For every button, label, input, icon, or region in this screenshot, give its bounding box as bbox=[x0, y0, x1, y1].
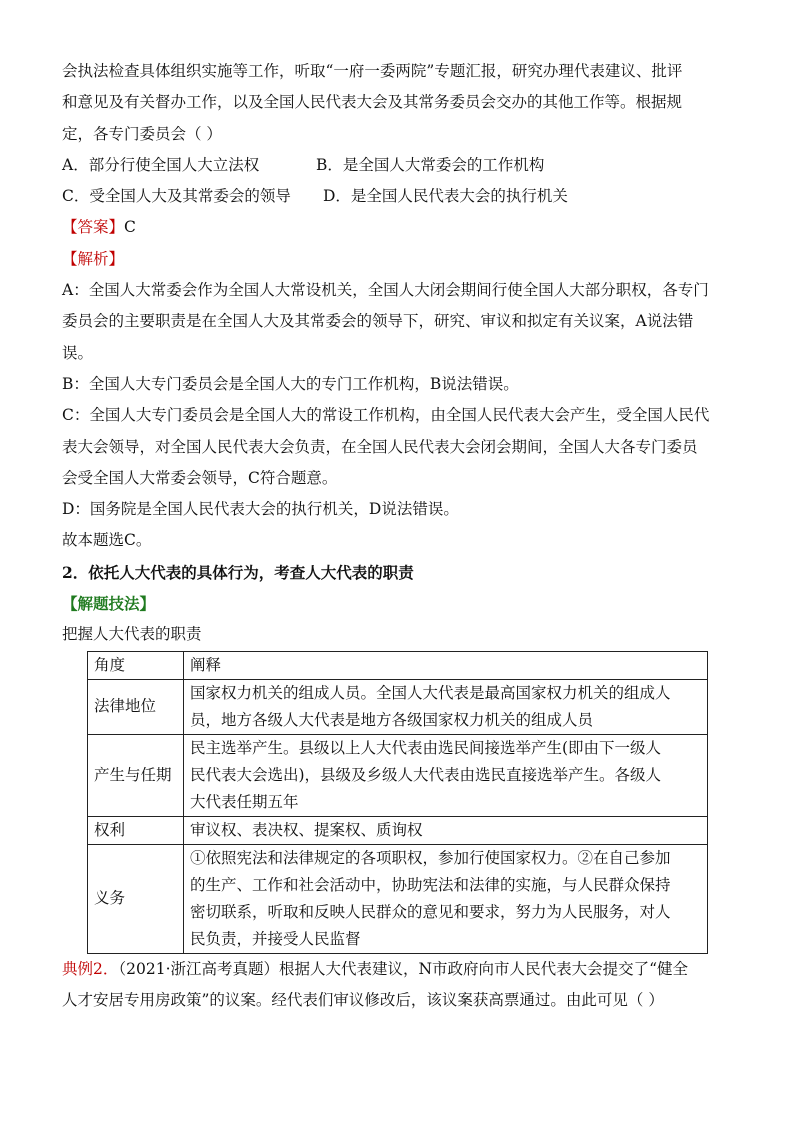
table-header-row bbox=[88, 651, 708, 679]
row-key: 法律地位 bbox=[88, 679, 184, 734]
cell-line: 的生产、工作和社会活动中，协助宪法和法律的实施，与人民群众保持 bbox=[190, 875, 671, 894]
text-line: 误。 bbox=[62, 343, 94, 362]
text-line: A：全国人大常委会作为全国人大常设机关，全国人大闭会期间行使全国人大部分职权，各专门 bbox=[62, 281, 709, 300]
table-header-cell: 角度 bbox=[88, 651, 184, 679]
duties-table bbox=[87, 651, 708, 954]
row-value bbox=[184, 816, 708, 844]
text-line: 会受全国人大常委会领导，C符合题意。 bbox=[62, 468, 338, 487]
options-row bbox=[62, 181, 734, 212]
answer-options bbox=[62, 150, 734, 213]
cell-line: 民负责，并接受人民监督 bbox=[190, 929, 361, 948]
cell-line: 大代表任期五年 bbox=[190, 792, 299, 811]
table-intro: 把握人大代表的职责 bbox=[62, 625, 202, 644]
option-a: A．部分行使全国人大立法权 bbox=[62, 155, 260, 174]
table-row bbox=[88, 734, 708, 816]
cell-line: 民主选举产生。县级以上人大代表由选民间接选举产生(即由下一级人 bbox=[190, 738, 662, 757]
option-c: C．受全国人大及其常委会的领导 bbox=[62, 187, 291, 206]
cell-line: ①依照宪法和法律规定的各项职权，参加行使国家权力。②在自己参加 bbox=[190, 848, 671, 867]
cell-line: 审议权、表决权、提案权、质询权 bbox=[190, 820, 423, 839]
row-value bbox=[184, 734, 708, 816]
answer-line bbox=[62, 212, 734, 243]
text-line bbox=[62, 954, 734, 985]
text-line: 定，各专门委员会（ ） bbox=[62, 124, 222, 143]
row-key: 权利 bbox=[88, 816, 184, 844]
table-header-cell: 阐释 bbox=[184, 651, 708, 679]
tip-label: 【解题技法】 bbox=[62, 594, 156, 614]
text-line: 委员会的主要职责是在全国人大及其常委会的领导下，研究、审议和拟定有关议案，A说法错 bbox=[62, 312, 694, 331]
analysis-label: 【解析】 bbox=[62, 249, 125, 268]
answer-label: 【答案】 bbox=[62, 218, 125, 237]
cell-line: 密切联系，听取和反映人民群众的意见和要求，努力为人民服务，对人 bbox=[190, 902, 671, 921]
analysis-body bbox=[62, 275, 734, 557]
text-line: D：国务院是全国人民代表大会的执行机关，D说法错误。 bbox=[62, 500, 459, 519]
text-line: B：全国人大专门委员会是全国人大的专门工作机构，B说法错误。 bbox=[62, 374, 519, 393]
example-label: 典例2． bbox=[62, 959, 119, 978]
cell-line: 员，地方各级人大代表是地方各级国家权力机关的组成人员 bbox=[190, 710, 594, 729]
row-value bbox=[184, 844, 708, 953]
text-line: 表大会领导，对全国人民代表大会负责，在全国人民代表大会闭会期间，全国人大各专门委员 bbox=[62, 437, 698, 456]
answer-value: C bbox=[124, 218, 136, 237]
example-block bbox=[62, 954, 734, 1017]
row-value bbox=[184, 679, 708, 734]
text-line: 会执法检查具体组织实施等工作，听取“一府一委两院”专题汇报，研究办理代表建议、批评 bbox=[62, 62, 683, 80]
option-b: B．是全国人大常委会的工作机构 bbox=[316, 155, 545, 174]
example-text: （2021·浙江高考真题）根据人大代表建议，N市政府向市人民代表大会提交了“健全 bbox=[118, 959, 688, 978]
option-d: D．是全国人民代表大会的执行机关 bbox=[323, 187, 568, 206]
row-key: 义务 bbox=[88, 844, 184, 953]
text-line: 和意见及有关督办工作，以及全国人民代表大会及其常务委员会交办的其他工作等。根据规 bbox=[62, 93, 683, 112]
section-heading: 2．依托人大代表的具体行为，考查人大代表的职责 bbox=[62, 562, 414, 582]
options-row bbox=[62, 150, 734, 181]
text-line: 人才安居专用房政策”的议案。经代表们审议修改后，该议案获高票通过。由此可见（ ） bbox=[62, 990, 664, 1009]
row-key: 产生与任期 bbox=[88, 734, 184, 816]
cell-line: 民代表大会选出)，县级及乡级人大代表由选民直接选举产生。各级人 bbox=[190, 765, 662, 784]
question-stem bbox=[62, 56, 734, 150]
text-line: C：全国人大专门委员会是全国人大的常设工作机构，由全国人民代表大会产生，受全国人民代 bbox=[62, 406, 710, 425]
text-line: 故本题选C。 bbox=[62, 531, 152, 550]
table-row bbox=[88, 816, 708, 844]
table-row bbox=[88, 844, 708, 953]
table-row bbox=[88, 679, 708, 734]
document-page bbox=[62, 56, 734, 1016]
cell-line: 国家权力机关的组成人员。全国人大代表是最高国家权力机关的组成人 bbox=[190, 683, 671, 702]
